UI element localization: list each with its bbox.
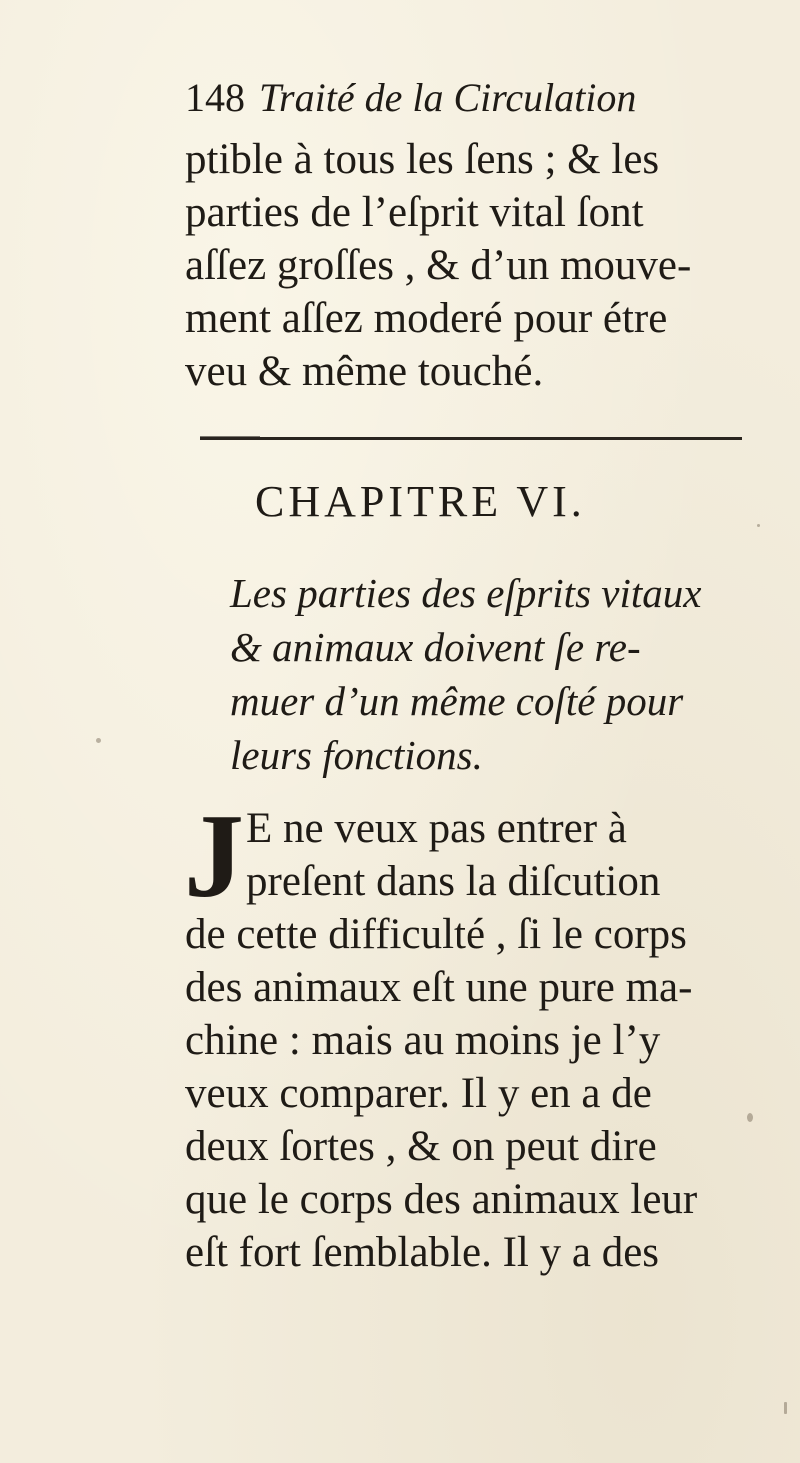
drop-cap: J: [184, 789, 244, 922]
paper-speck: [747, 1113, 753, 1122]
body-line: deux ſortes , & on peut dire: [185, 1123, 657, 1170]
top-paragraph-line: ptible à tous les ſens ; & les: [185, 136, 660, 183]
body-line: eſt fort ſemblable. Il y a des: [185, 1229, 660, 1276]
chapter-subtitle-line: leurs fonctions.: [230, 732, 483, 778]
body-line: des animaux eſt une pure ma-: [185, 964, 693, 1011]
body-line: que le corps des animaux leur: [185, 1176, 698, 1223]
top-paragraph-line: ment aſſez moderé pour étre: [185, 295, 668, 342]
chapter-subtitle-line: muer d’un même coſté pour: [230, 678, 684, 724]
paper-speck: [757, 524, 760, 527]
top-paragraph-line: parties de l’eſprit vital ſont: [185, 189, 644, 236]
body-line: preſent dans la diſcution: [246, 858, 661, 905]
paper-speck: [96, 738, 101, 743]
running-head: [185, 74, 636, 122]
top-paragraph-line: aſſez groſſes , & d’un mouve-: [185, 242, 692, 289]
body-line: de cette difficulté , ſi le corps: [185, 911, 687, 958]
body-line: E ne veux pas entrer à: [246, 805, 627, 852]
body-line: chine : mais au moins je l’y: [185, 1017, 661, 1064]
chapter-subtitle-line: & animaux doivent ſe re-: [230, 624, 641, 670]
chapter-heading: CHAPITRE VI.: [255, 477, 586, 526]
chapter-subtitle-line: Les parties des eſprits vitaux: [230, 570, 702, 616]
paper-speck: [784, 1402, 787, 1414]
page-number: 148: [185, 75, 245, 120]
body-line: veux comparer. Il y en a de: [185, 1070, 652, 1117]
running-title: Traité de la Circulation: [259, 75, 637, 120]
chapter-divider-rule: [200, 437, 742, 440]
top-paragraph-line: veu & même touché.: [185, 348, 544, 395]
